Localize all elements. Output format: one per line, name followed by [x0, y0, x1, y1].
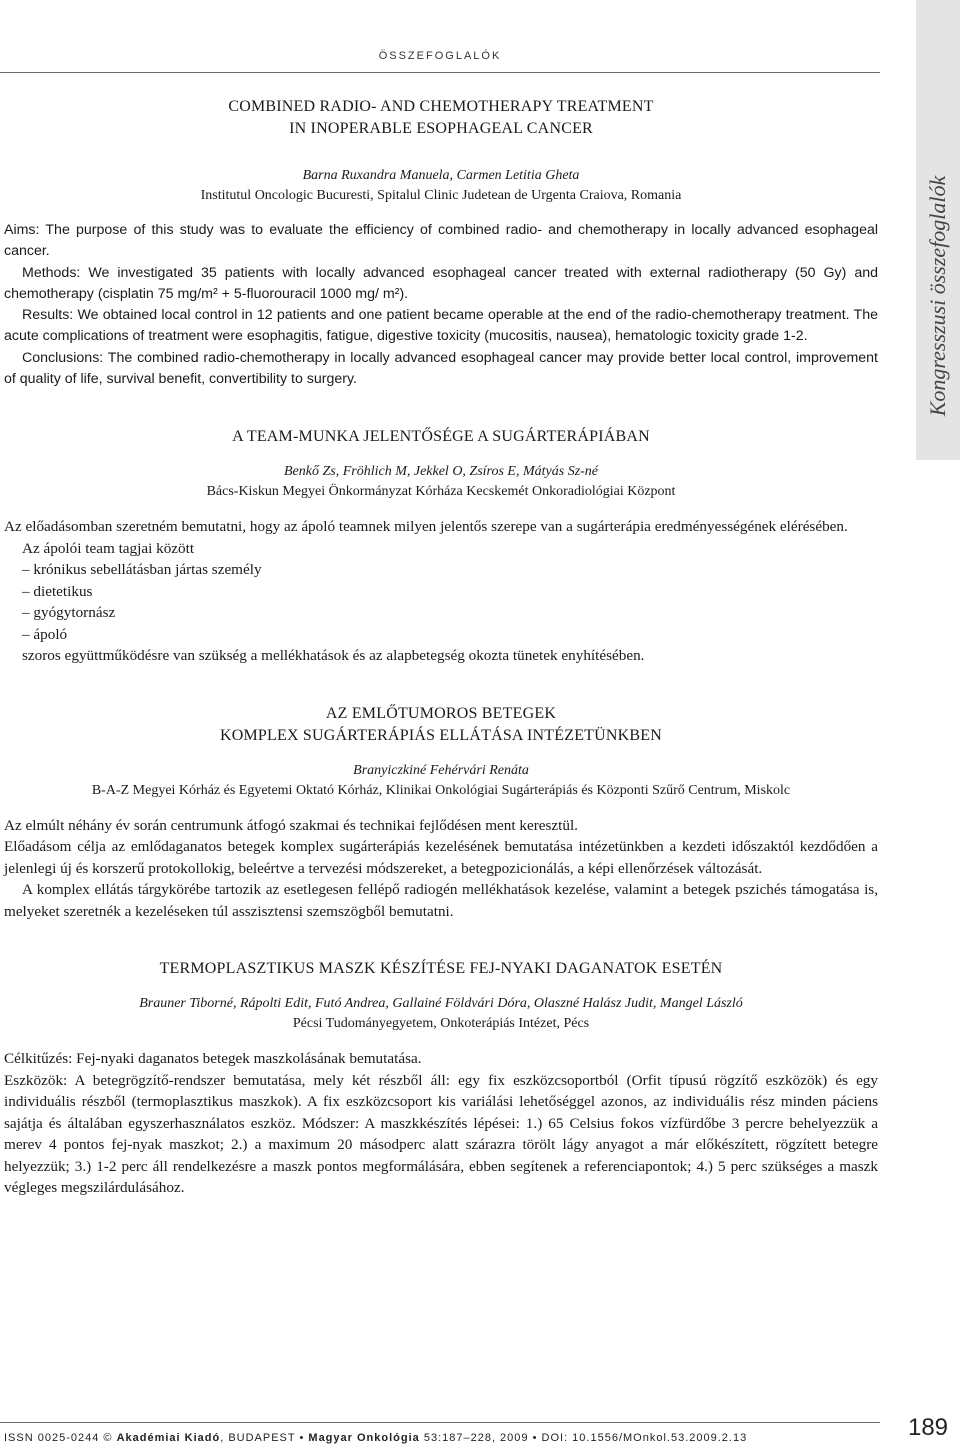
- abstract-affiliation: B-A-Z Megyei Kórház és Egyetemi Oktató Kórház, Klinikai Onkológiai Sugárterápiás és Központi Szűrő Centrum, Miskolc: [91, 782, 791, 798]
- abstract-body: [4, 220, 878, 390]
- bullet-icon: •: [299, 1432, 305, 1444]
- abstract-1: [4, 96, 878, 390]
- bullet-icon: •: [532, 1432, 538, 1444]
- abstract-title: A TEAM-MUNKA JELENTŐSÉGE A SUGÁRTERÁPIÁBAN: [232, 428, 650, 446]
- abstract-4: [4, 958, 878, 1199]
- header-divider: [0, 72, 880, 73]
- abstract-affiliation: Institutul Oncologic Bucuresti, Spitalul Clinic Judetean de Urgenta Craiova, Romania: [200, 188, 682, 203]
- abstract-authors: Brauner Tiborné, Rápolti Edit, Futó Andrea, Gallainé Földvári Dóra, Olaszné Halász Judit, Mangel László: [139, 996, 743, 1012]
- abstract-2: [4, 426, 878, 667]
- section-header: ÖSSZEFOGLALÓK: [378, 50, 502, 62]
- abstract-body: [4, 516, 878, 667]
- page-number: 189: [907, 1414, 949, 1441]
- paragraph: Methods: We investigated 35 patients with locally advanced esophageal cancer treated with external radiotherapy (50 Gy) and chemotherapy (cisplatin 75 mg/m² + 5-fluorouracil 1000 mg/ m²).: [4, 264, 878, 302]
- abstract-authors: Barna Ruxandra Manuela, Carmen Letitia Gheta: [302, 168, 580, 183]
- footer-publisher: Akadémiai Kiadó: [116, 1432, 221, 1444]
- footer-issn: ISSN 0025-0244 ©: [4, 1432, 113, 1444]
- main-content: [4, 96, 878, 1235]
- paragraph: A komplex ellátás tárgykörébe tartozik az esetlegesen fellépő radiogén mellékhatások kezelése, valamint a betegek pszichés támogatása is, melyeket szeretnék a kezeléseken túl asszisztensi szemszögből bemutatni.: [4, 881, 878, 920]
- abstract-title: AZ EMLŐTUMOROS BETEGEK KOMPLEX SUGÁRTERÁPIÁS ELLÁTÁSA INTÉZETÜNKBEN: [219, 704, 663, 744]
- footer-city: , BUDAPEST: [220, 1432, 296, 1444]
- abstract-body: [4, 1048, 878, 1199]
- abstract-title: COMBINED RADIO- AND CHEMOTHERAPY TREATMENT IN INOPERABLE ESOPHAGEAL CANCER: [228, 98, 654, 137]
- list-item: – ápoló: [22, 625, 68, 643]
- sidebar-label: Kongresszusi összefoglalók: [925, 175, 950, 417]
- footer-journal: Magyar Onkológia: [308, 1432, 420, 1444]
- footer-citation: [4, 1432, 884, 1444]
- paragraph: Az elmúlt néhány év során centrumunk átfogó szakmai és technikai fejlődésen ment keresztül.: [4, 816, 578, 834]
- paragraph: Eszközök: A betegrögzítő-rendszer bemutatása, mely két részből áll: egy fix eszközcsoportból (Orfit típusú rögzítő eszközök) és egy individuális részből (termoplasztikus maszkok). A fix eszközcsoport kis variálási lehetőséggel azonos, az individuális rész minden páciens sajátja és általában egyszerhasználatos eszköz. Módszer: A maszkkészítés lépései: 1.) 65 Celsius fokos vízfürdőbe 3 percre behelyezzük a merev 4 pontos fej-nyak maszkot; 2.) a maximum 20 másodperc alatt szárazra törölt lágy anyagot a már előkészített, rögzített betegre helyezzük; 3.) 1-2 perc áll rendelkezésre a maszk pontos megformálására, ebben segítenek a referenciapontok; 4.) 5 perc szükséges a maszk végleges megszilárdulásához.: [4, 1071, 878, 1197]
- paragraph: Conclusions: The combined radio-chemotherapy in locally advanced esophageal cancer may provide better local control, improvement of quality of life, survival benefit, convertibility to surgery.: [4, 349, 878, 388]
- footer-doi: DOI: 10.1556/MOnkol.53.2009.2.13: [541, 1432, 748, 1444]
- list-item: – gyógytornász: [22, 604, 116, 622]
- abstract-authors: Benkő Zs, Fröhlich M, Jekkel O, Zsíros E, Mátyás Sz-né: [283, 464, 599, 480]
- list-item: – krónikus sebellátásban jártas személy: [22, 561, 262, 579]
- abstract-affiliation: Bács-Kiskun Megyei Önkormányzat Kórháza Kecskemét Onkoradiológiai Központ: [206, 484, 676, 500]
- paragraph: Aims: The purpose of this study was to evaluate the efficiency of combined radio- and chemotherapy in locally advanced esophageal cancer.: [4, 222, 878, 260]
- paragraph: Az előadásomban szeretném bemutatni, hogy az ápoló teamnek milyen jelentős szerepe van a sugárterápia eredményességének elérésében.: [4, 518, 848, 536]
- list-intro: Az ápolói team tagjai között: [22, 539, 195, 557]
- paragraph: szoros együttműködésre van szükség a mellékhatások és az alapbetegség okozta tünetek enyhítésében.: [22, 647, 645, 665]
- abstract-title: TERMOPLASZTIKUS MASZK KÉSZÍTÉSE FEJ-NYAKI DAGANATOK ESETÉN: [159, 960, 723, 978]
- abstract-3: [4, 703, 878, 923]
- sidebar-tab: [916, 0, 960, 460]
- footer-pages: 53:187–228, 2009: [423, 1432, 529, 1444]
- abstract-authors: Branyiczkiné Fehérvári Renáta: [353, 762, 529, 778]
- paragraph: Results: We obtained local control in 12 patients and one patient became operable at the end of the radio-chemotherapy treatment. The acute complications of treatment were esophagitis, fatigue, digestive toxicity (mucositis, nausea), hematologic toxicity grade 1-2.: [4, 307, 878, 345]
- paragraph: Előadásom célja az emlődaganatos betegek komplex sugárterápiás kezelésének bemutatása intézetünkben a kezdeti időszaktól kezdődően a jelenlegi új és korszerű protokollokig, beleértve a tervezési módszereket, a betegpozicionálás, a képi ellenőrzések változását.: [4, 838, 878, 877]
- abstract-body: [4, 815, 878, 923]
- abstract-affiliation: Pécsi Tudományegyetem, Onkoterápiás Intézet, Pécs: [292, 1016, 590, 1032]
- footer-divider: [0, 1422, 880, 1423]
- paragraph: Célkitűzés: Fej-nyaki daganatos betegek maszkolásának bemutatása.: [4, 1050, 422, 1068]
- list-item: – dietetikus: [22, 582, 93, 600]
